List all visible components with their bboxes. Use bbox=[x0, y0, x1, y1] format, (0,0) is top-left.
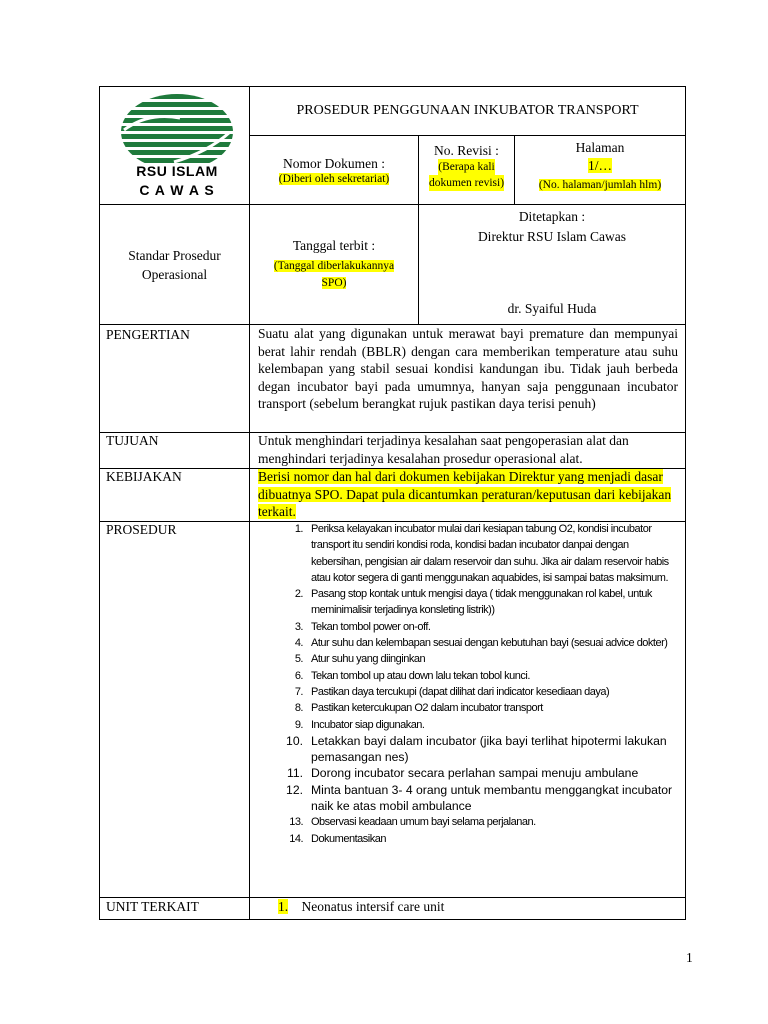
hospital-name: RSU ISLAM bbox=[136, 163, 218, 179]
tanggal-terbit-cell bbox=[250, 238, 418, 291]
logo-emblem-icon bbox=[118, 92, 236, 164]
ditetapkan-label: Ditetapkan : bbox=[518, 209, 586, 224]
list-item: 14. Dokumentasikan bbox=[289, 832, 386, 845]
list-item: 10. Letakkan bayi dalam incubator (jika bayi terlihat hipotermi lakukan pemasangan nes) bbox=[286, 733, 667, 765]
list-item: 5. Atur suhu yang diinginkan bbox=[294, 653, 426, 666]
hospital-logo bbox=[118, 92, 236, 200]
list-item: 2. Pasang stop kontak untuk mengisi daya ( tidak menggunakan rol kabel, untuk meminimalisir terjadinya konsleting listrik)) bbox=[294, 588, 652, 617]
signer-name: dr. Syaiful Huda bbox=[507, 301, 597, 316]
list-item: 12. Minta bantuan 3- 4 orang untuk membantu menggangkat incubator naik ke atas mobil ambulance bbox=[286, 782, 673, 814]
kebijakan-label: KEBIJAKAN bbox=[106, 469, 182, 484]
tujuan-text: Untuk menghindari terjadinya kesalahan saat pengoperasian alat dan menghindari terjadinya kesalahan prosedur operasional alat. bbox=[258, 433, 629, 466]
tanggal-label: Tanggal terbit : bbox=[292, 238, 376, 253]
revisi-cell bbox=[419, 136, 514, 204]
nomor-note: (Diberi oleh sekretariat) bbox=[278, 172, 390, 185]
halaman-value: 1/… bbox=[587, 158, 612, 173]
halaman-label: Halaman bbox=[575, 140, 625, 155]
rule-prosedur bbox=[99, 897, 686, 898]
list-item: 8. Pastikan ketercukupan O2 dalam incubator transport bbox=[294, 702, 543, 715]
unit-text: Neonatus intersif care unit bbox=[301, 899, 445, 914]
list-item: 1. Periksa kelayakan incubator mulai dari kesiapan tabung O2, kondisi incubator transport itu sendiri kondisi roda, kondisi badan incubator danpai dengan kebersihan, pengisian air dalam reservoir dan suhu. Jika air dalam reservoir habis atau kotor segera di ganti menggunakan aquabides, isi sampai batas maksimum. bbox=[294, 523, 669, 584]
list-item: 4. Atur suhu dan kelembapan sesuai dengan kebutuhan bayi (sesuai advice dokter) bbox=[294, 637, 668, 650]
tujuan-label: TUJUAN bbox=[106, 433, 159, 448]
kebijakan-text: Berisi nomor dan hal dari dokumen kebijakan Direktur yang menjadi dasar dibuatnya SPO. Dapat pula dicantumkan peraturan/keputusan dari kebijakan terkait. bbox=[258, 469, 672, 519]
page-number: 1 bbox=[686, 950, 693, 965]
revisi-note-1: (Berapa kali bbox=[438, 161, 495, 173]
list-item: 3. Tekan tombol power on-off. bbox=[294, 620, 431, 633]
halaman-note: (No. halaman/jumlah hlm) bbox=[538, 179, 662, 191]
pengertian-text: Suatu alat yang digunakan untuk merawat bayi premature dan mempunyai berat lahir rendah (BBLR) dengan cara memberikan temperature atau suhu kelembapan yang stabil sesuai kondisi kandungan ibu. Tidak jauh berbeda degan incubator bayi pada umumnya, hanyan saja penggunaan incubator transport (sebelum berangkat rujuk pastikan daya terisi penuh) bbox=[258, 326, 678, 411]
ditetapkan-cell bbox=[419, 207, 685, 247]
ditetapkan-by: Direktur RSU Islam Cawas bbox=[477, 229, 627, 244]
prosedur-label: PROSEDUR bbox=[106, 522, 177, 537]
nomor-dokumen-cell bbox=[250, 136, 418, 204]
pengertian-label: PENGERTIAN bbox=[106, 327, 190, 342]
hospital-city: C A W A S bbox=[139, 182, 215, 198]
border-right bbox=[685, 86, 686, 920]
list-item: 7. Pastikan daya tercukupi (dapat dilihat dari indicator kesediaan daya) bbox=[294, 685, 610, 698]
list-item: 6. Tekan tombol up atau down lalu tekan tobol kunci. bbox=[294, 669, 530, 682]
unit-terkait-label: UNIT TERKAIT bbox=[106, 899, 199, 914]
tanggal-note-1: (Tanggal diberlakukannya bbox=[273, 260, 395, 272]
list-item: 9. Incubator siap digunakan. bbox=[294, 718, 425, 731]
list-item: 13. Observasi keadaan umum bayi selama perjalanan. bbox=[289, 816, 536, 829]
revisi-label: No. Revisi : bbox=[434, 143, 499, 158]
halaman-cell bbox=[515, 140, 685, 192]
spo-label: Standar Prosedur Operasional bbox=[128, 247, 221, 282]
border-bottom bbox=[99, 919, 686, 920]
unit-terkait-item bbox=[278, 899, 444, 915]
tanggal-note-2: SPO) bbox=[321, 277, 347, 289]
document-title: PROSEDUR PENGGUNAAN INKUBATOR TRANSPORT bbox=[296, 103, 639, 118]
unit-num: 1. bbox=[278, 899, 289, 914]
list-item: 11. Dorong incubator secara perlahan sampai menuju ambulane bbox=[286, 766, 639, 781]
prosedur-list bbox=[270, 521, 682, 847]
nomor-label: Nomor Dokumen : bbox=[283, 155, 385, 171]
revisi-note-2: dokumen revisi) bbox=[428, 177, 505, 189]
column-divider bbox=[249, 86, 250, 920]
